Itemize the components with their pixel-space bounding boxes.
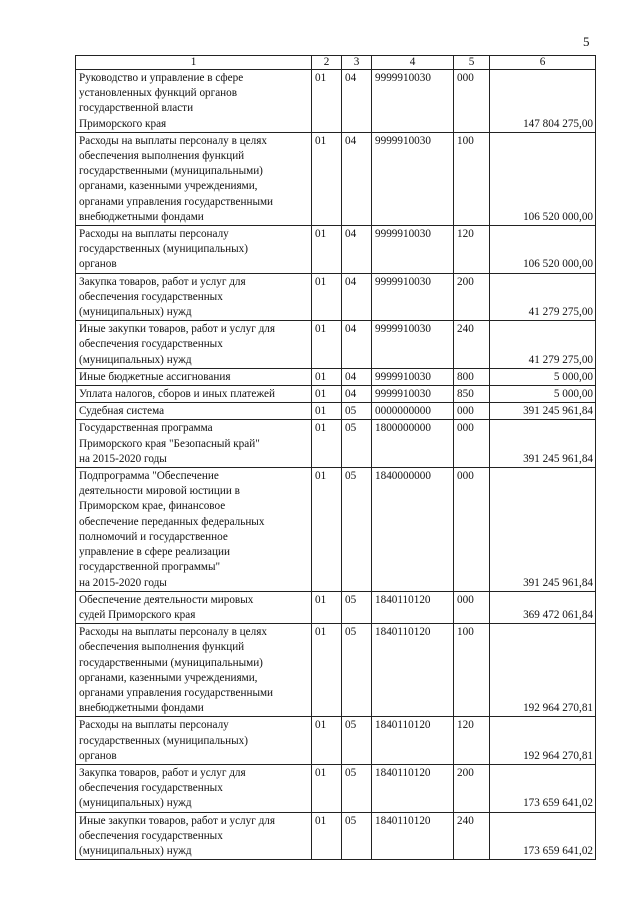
table-row bbox=[76, 468, 596, 592]
subsection-code-cell: 04 bbox=[342, 386, 372, 403]
amount-cell: 391 245 961,84 bbox=[490, 468, 596, 592]
column-header-3: 3 bbox=[342, 56, 372, 70]
target-article-cell: 1840110120 bbox=[372, 764, 454, 812]
subsection-code-cell: 05 bbox=[342, 420, 372, 468]
table-row bbox=[76, 812, 596, 860]
subsection-code-cell: 04 bbox=[342, 226, 372, 274]
section-code-cell: 01 bbox=[312, 764, 342, 812]
target-article-cell: 9999910030 bbox=[372, 70, 454, 133]
amount-cell: 173 659 641,02 bbox=[490, 812, 596, 860]
subsection-code-cell: 05 bbox=[342, 624, 372, 717]
target-article-cell: 9999910030 bbox=[372, 226, 454, 274]
subsection-code-cell: 04 bbox=[342, 70, 372, 133]
target-article-cell: 9999910030 bbox=[372, 273, 454, 321]
subsection-code-cell: 05 bbox=[342, 403, 372, 420]
target-article-cell: 1840000000 bbox=[372, 468, 454, 592]
header-row bbox=[76, 56, 596, 70]
row-name-cell: Уплата налогов, сборов и иных платежей bbox=[76, 386, 312, 403]
column-header-5: 5 bbox=[454, 56, 490, 70]
amount-cell: 391 245 961,84 bbox=[490, 403, 596, 420]
row-name-cell: Судебная система bbox=[76, 403, 312, 420]
table-row bbox=[76, 132, 596, 225]
row-name-cell: Иные бюджетные ассигнования bbox=[76, 368, 312, 385]
target-article-cell: 0000000000 bbox=[372, 403, 454, 420]
row-name-cell: Иные закупки товаров, работ и услуг для обеспечения государственных (муниципальных) нужд bbox=[76, 812, 312, 860]
target-article-cell: 1840110120 bbox=[372, 717, 454, 765]
expense-type-cell: 200 bbox=[454, 764, 490, 812]
section-code-cell: 01 bbox=[312, 368, 342, 385]
section-code-cell: 01 bbox=[312, 273, 342, 321]
row-name-cell: Расходы на выплаты персоналу в целях обеспечения выполнения функций государственными (муниципальными) органами, казенными учреждениями, органами управления государственными внебюджетными фондами bbox=[76, 624, 312, 717]
table-row bbox=[76, 591, 596, 623]
column-header-1: 1 bbox=[76, 56, 312, 70]
row-name-cell: Государственная программа Приморского края "Безопасный край" на 2015-2020 годы bbox=[76, 420, 312, 468]
target-article-cell: 1840110120 bbox=[372, 591, 454, 623]
row-name-cell: Расходы на выплаты персоналу государственных (муниципальных) органов bbox=[76, 226, 312, 274]
amount-cell: 173 659 641,02 bbox=[490, 764, 596, 812]
amount-cell: 106 520 000,00 bbox=[490, 132, 596, 225]
subsection-code-cell: 04 bbox=[342, 132, 372, 225]
table-row bbox=[76, 368, 596, 385]
amount-cell: 41 279 275,00 bbox=[490, 321, 596, 369]
section-code-cell: 01 bbox=[312, 624, 342, 717]
section-code-cell: 01 bbox=[312, 403, 342, 420]
amount-cell: 41 279 275,00 bbox=[490, 273, 596, 321]
expense-type-cell: 240 bbox=[454, 812, 490, 860]
amount-cell: 192 964 270,81 bbox=[490, 624, 596, 717]
budget-table bbox=[75, 55, 596, 860]
section-code-cell: 01 bbox=[312, 321, 342, 369]
row-name-cell: Руководство и управление в сфере установленных функций органов государственной власти Приморского края bbox=[76, 70, 312, 133]
expense-type-cell: 000 bbox=[454, 591, 490, 623]
row-name-cell: Подпрограмма "Обеспечение деятельности мировой юстиции в Приморском крае, финансовое обеспечение переданных федеральных полномочий и государственное управление в сфере реализации государственной программы" на 2015-2020 годы bbox=[76, 468, 312, 592]
amount-cell: 369 472 061,84 bbox=[490, 591, 596, 623]
row-name-cell: Расходы на выплаты персоналу государственных (муниципальных) органов bbox=[76, 717, 312, 765]
row-name-cell: Закупка товаров, работ и услуг для обеспечения государственных (муниципальных) нужд bbox=[76, 764, 312, 812]
target-article-cell: 1840110120 bbox=[372, 812, 454, 860]
table-body bbox=[76, 70, 596, 860]
subsection-code-cell: 05 bbox=[342, 764, 372, 812]
expense-type-cell: 000 bbox=[454, 420, 490, 468]
section-code-cell: 01 bbox=[312, 70, 342, 133]
column-header-2: 2 bbox=[312, 56, 342, 70]
target-article-cell: 9999910030 bbox=[372, 132, 454, 225]
amount-cell: 147 804 275,00 bbox=[490, 70, 596, 133]
table-row bbox=[76, 226, 596, 274]
expense-type-cell: 100 bbox=[454, 624, 490, 717]
amount-cell: 5 000,00 bbox=[490, 368, 596, 385]
section-code-cell: 01 bbox=[312, 717, 342, 765]
section-code-cell: 01 bbox=[312, 132, 342, 225]
section-code-cell: 01 bbox=[312, 468, 342, 592]
amount-cell: 391 245 961,84 bbox=[490, 420, 596, 468]
row-name-cell: Расходы на выплаты персоналу в целях обеспечения выполнения функций государственными (муниципальными) органами, казенными учреждениями, органами управления государственными внебюджетными фондами bbox=[76, 132, 312, 225]
expense-type-cell: 850 bbox=[454, 386, 490, 403]
table-row bbox=[76, 403, 596, 420]
table-row bbox=[76, 321, 596, 369]
subsection-code-cell: 04 bbox=[342, 273, 372, 321]
subsection-code-cell: 04 bbox=[342, 368, 372, 385]
expense-type-cell: 120 bbox=[454, 717, 490, 765]
expense-type-cell: 240 bbox=[454, 321, 490, 369]
row-name-cell: Обеспечение деятельности мировых судей Приморского края bbox=[76, 591, 312, 623]
column-header-4: 4 bbox=[372, 56, 454, 70]
page-number: 5 bbox=[583, 34, 590, 49]
target-article-cell: 9999910030 bbox=[372, 386, 454, 403]
table-row bbox=[76, 717, 596, 765]
row-name-cell: Иные закупки товаров, работ и услуг для обеспечения государственных (муниципальных) нужд bbox=[76, 321, 312, 369]
amount-cell: 192 964 270,81 bbox=[490, 717, 596, 765]
section-code-cell: 01 bbox=[312, 591, 342, 623]
table-header bbox=[76, 56, 596, 70]
subsection-code-cell: 04 bbox=[342, 321, 372, 369]
section-code-cell: 01 bbox=[312, 226, 342, 274]
section-code-cell: 01 bbox=[312, 386, 342, 403]
section-code-cell: 01 bbox=[312, 420, 342, 468]
expense-type-cell: 000 bbox=[454, 70, 490, 133]
section-code-cell: 01 bbox=[312, 812, 342, 860]
subsection-code-cell: 05 bbox=[342, 812, 372, 860]
expense-type-cell: 100 bbox=[454, 132, 490, 225]
table-row bbox=[76, 420, 596, 468]
target-article-cell: 1840110120 bbox=[372, 624, 454, 717]
subsection-code-cell: 05 bbox=[342, 717, 372, 765]
target-article-cell: 9999910030 bbox=[372, 368, 454, 385]
expense-type-cell: 000 bbox=[454, 468, 490, 592]
table-row bbox=[76, 386, 596, 403]
table-row bbox=[76, 273, 596, 321]
subsection-code-cell: 05 bbox=[342, 468, 372, 592]
table-row bbox=[76, 624, 596, 717]
target-article-cell: 9999910030 bbox=[372, 321, 454, 369]
amount-cell: 5 000,00 bbox=[490, 386, 596, 403]
expense-type-cell: 200 bbox=[454, 273, 490, 321]
table-row bbox=[76, 764, 596, 812]
expense-type-cell: 000 bbox=[454, 403, 490, 420]
expense-type-cell: 120 bbox=[454, 226, 490, 274]
table-row bbox=[76, 70, 596, 133]
amount-cell: 106 520 000,00 bbox=[490, 226, 596, 274]
subsection-code-cell: 05 bbox=[342, 591, 372, 623]
target-article-cell: 1800000000 bbox=[372, 420, 454, 468]
column-header-6: 6 bbox=[490, 56, 596, 70]
row-name-cell: Закупка товаров, работ и услуг для обеспечения государственных (муниципальных) нужд bbox=[76, 273, 312, 321]
expense-type-cell: 800 bbox=[454, 368, 490, 385]
